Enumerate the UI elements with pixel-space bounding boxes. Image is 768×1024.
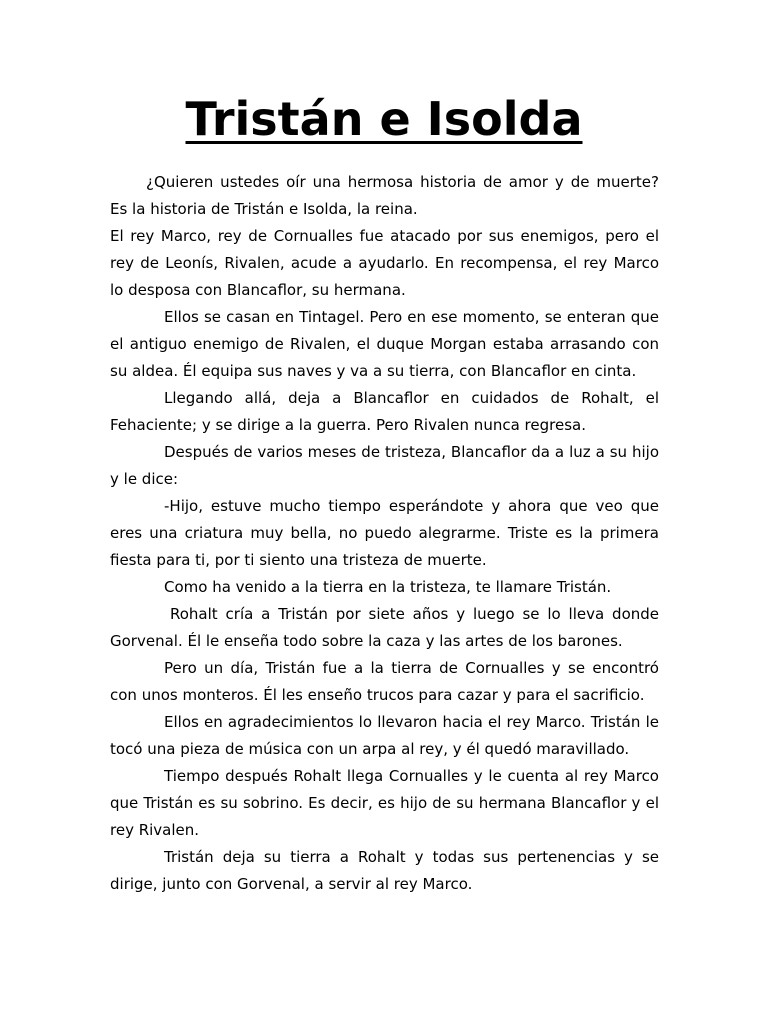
paragraph-5: Después de varios meses de tristeza, Blancaflor da a luz a su hijo y le dice: (110, 443, 659, 488)
paragraph-1: ¿Quieren ustedes oír una hermosa historia de amor y de muerte? Es la historia de Tristán e Isolda, la reina. (110, 173, 659, 218)
paragraph-9: Pero un día, Tristán fue a la tierra de Cornualles y se encontró con unos monteros. Él les enseño trucos para cazar y para el sacrificio. (110, 659, 659, 704)
paragraph-12: Tristán deja su tierra a Rohalt y todas sus pertenencias y se dirige, junto con Gorvenal, a servir al rey Marco. (110, 848, 659, 893)
document-title-text: Tristán e Isolda (185, 92, 583, 146)
paragraph-4: Llegando allá, deja a Blancaflor en cuidados de Rohalt, el Fehaciente; y se dirige a la guerra. Pero Rivalen nunca regresa. (110, 389, 659, 434)
paragraph-2: El rey Marco, rey de Cornualles fue atacado por sus enemigos, pero el rey de Leonís, Rivalen, acude a ayudarlo. En recompensa, el rey Marco lo desposa con Blancaflor, su hermana. (110, 227, 659, 299)
paragraph-10: Ellos en agradecimientos lo llevaron hacia el rey Marco. Tristán le tocó una pieza de música con un arpa al rey, y él quedó maravillado. (110, 713, 659, 758)
document-title (0, 88, 768, 150)
paragraph-6: -Hijo, estuve mucho tiempo esperándote y ahora que veo que eres una criatura muy bella, no puedo alegrarme. Triste es la primera fiesta para ti, por ti siento una tristeza de muerte. (110, 497, 659, 569)
paragraph-7: Como ha venido a la tierra en la tristeza, te llamare Tristán. (164, 578, 612, 596)
paragraph-11: Tiempo después Rohalt llega Cornualles y le cuenta al rey Marco que Tristán es su sobrino. Es decir, es hijo de su hermana Blancaflor y el rey Rivalen. (110, 767, 659, 839)
paragraph-3: Ellos se casan en Tintagel. Pero en ese momento, se enteran que el antiguo enemigo de Rivalen, el duque Morgan estaba arrasando con su aldea. Él equipa sus naves y va a su tierra, con Blancaflor en cinta. (110, 308, 659, 380)
paragraph-8: Rohalt cría a Tristán por siete años y luego se lo lleva donde Gorvenal. Él le enseña todo sobre la caza y las artes de los barones. (110, 605, 659, 650)
document-body (110, 169, 659, 898)
